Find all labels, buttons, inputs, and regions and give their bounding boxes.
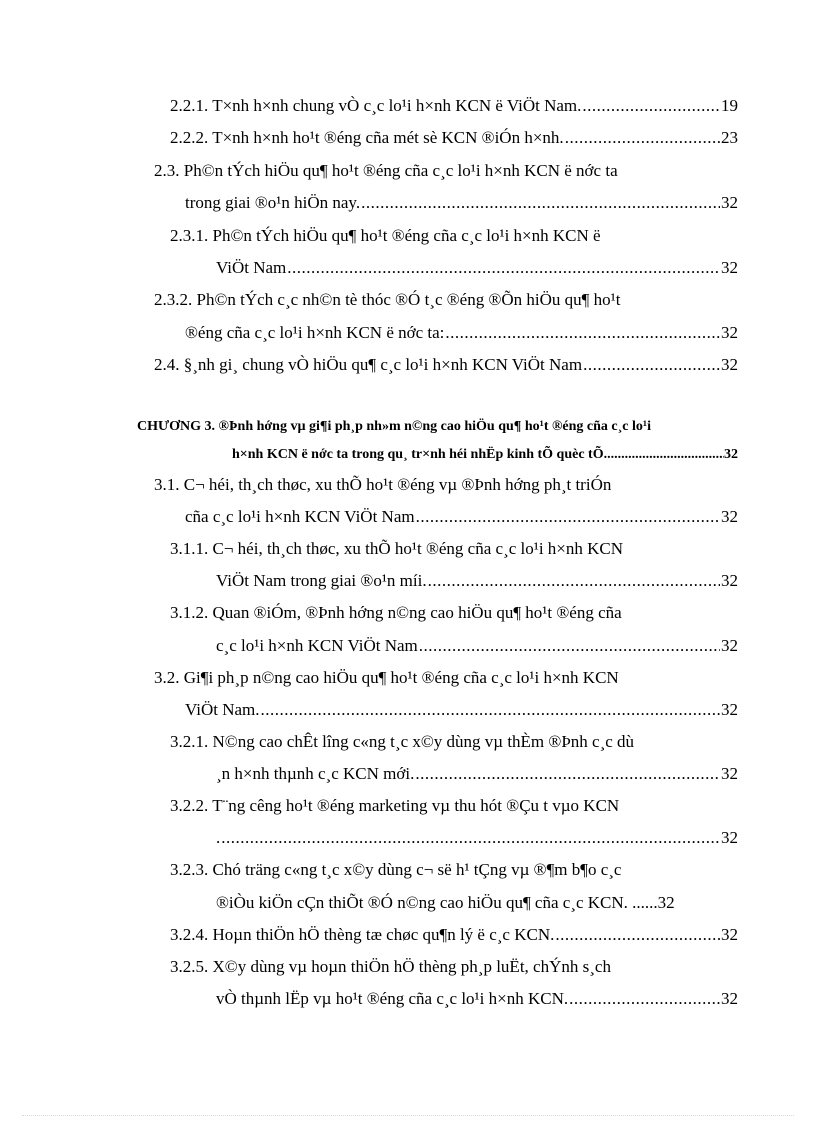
toc-page-number: 32 <box>721 828 738 847</box>
toc-page-number: 19 <box>721 96 738 115</box>
toc-leader-dots <box>445 323 720 343</box>
toc-entry-3-2-5 <box>216 989 738 1009</box>
toc-entry-label: 2.2.1. T×nh h×nh chung vÒ c¸c lo¹i h×nh KCN ë ViÖt Nam. <box>170 96 582 115</box>
toc-leader-dots <box>287 258 720 278</box>
toc-entry-label: ViÖt Nam. <box>185 700 260 719</box>
toc-entry-label: 2.4. §¸nh gi¸ chung vÒ hiÖu qu¶ c¸c lo¹i h×nh KCN ViÖt Nam <box>154 355 583 374</box>
toc-entry-3-1 <box>185 507 738 527</box>
chapter-3-heading-line1: CHƯƠNG 3. ®Þnh hớng vµ gi¶i ph¸p nh»m n©ng cao hiÖu qu¶ ho¹t ®éng cña c¸c lo¹i <box>137 419 652 434</box>
toc-entry-2-2-1 <box>170 96 738 116</box>
chapter-3-heading <box>232 446 738 464</box>
chapter-3-heading-line2: h×nh KCN ë nớc ta trong qu¸ tr×nh héi nhËp kinh tÕ quèc tÕ <box>232 447 604 462</box>
toc-leader-dots <box>221 828 720 848</box>
toc-entry-label: ®iÒu kiÖn cÇn thiÕt ®Ó n©ng cao hiÖu qu¶ cña c¸c KCN. ...... <box>216 893 658 912</box>
toc-entry-2-2-2 <box>170 128 738 148</box>
toc-entry-3-2-5-line1: 3.2.5. X©y dùng vµ hoµn thiÖn hÖ thèng ph¸p luËt, chÝnh s¸ch <box>170 957 611 976</box>
toc-leader-dots <box>428 571 720 591</box>
toc-entry-label: ViÖt Nam trong giai ®o¹n míi. <box>216 571 427 590</box>
toc-leader-dots <box>565 128 720 148</box>
toc-entry-3-2-2-line1: 3.2.2. T¨ng cêng ho¹t ®éng marketing vµ thu hót ®Çu t vµo KCN <box>170 796 620 815</box>
toc-page-number: 32 <box>724 447 738 462</box>
toc-page-number: 32 <box>721 355 738 374</box>
toc-page-number: 32 <box>721 989 738 1008</box>
toc-page-number: 32 <box>721 258 738 277</box>
toc-entry-2-4 <box>154 355 738 375</box>
toc-entry-label: cña c¸c lo¹i h×nh KCN ViÖt Nam <box>185 507 415 526</box>
toc-page-number: 32 <box>721 571 738 590</box>
toc-entry-label: c¸c lo¹i h×nh KCN ViÖt Nam <box>216 636 418 655</box>
toc-entry-3-2-3 <box>216 893 738 913</box>
toc-entry-3-2-line1: 3.2. Gi¶i ph¸p n©ng cao hiÖu qu¶ ho¹t ®éng cña c¸c lo¹i h×nh KCN <box>154 668 619 687</box>
toc-page-number: 32 <box>721 323 738 342</box>
toc-entry-3-1-line1: 3.1. C¬ héi, th¸ch thøc, xu thÕ ho¹t ®éng vµ ®Þnh hớng ph¸t triÓn <box>154 475 612 494</box>
toc-page-number: 32 <box>721 925 738 944</box>
toc-page-number: 32 <box>721 636 738 655</box>
toc-entry-3-1-2 <box>216 636 738 656</box>
toc-leader-dots <box>415 764 720 784</box>
toc-entry-3-2-1-line1: 3.2.1. N©ng cao chÊt lîng c«ng t¸c x©y dùng vµ thÈm ®Þnh c¸c dù <box>170 732 635 751</box>
toc-entry-3-1-2-line1: 3.1.2. Quan ®iÓm, ®Þnh hớng n©ng cao hiÖu qu¶ ho¹t ®éng cña <box>170 603 622 622</box>
toc-page-number: 23 <box>721 128 738 147</box>
toc-entry-3-2-4 <box>170 925 738 945</box>
toc-leader-dots <box>583 355 720 375</box>
toc-page-number: 32 <box>721 507 738 526</box>
toc-entry-label: ViÖt Nam <box>216 258 287 277</box>
toc-entry-label: 3.2.4. Hoµn thiÖn hÖ thèng tæ chøc qu¶n lý ë c¸c KCN. <box>170 925 555 944</box>
toc-entry-2-3-2-line1: 2.3.2. Ph©n tÝch c¸c nh©n tè thóc ®Ó t¸c ®éng ®Õn hiÖu qu¶ ho¹t <box>154 290 621 309</box>
toc-page-number: 32 <box>657 893 675 912</box>
toc-entry-2-3 <box>185 193 738 213</box>
toc-entry-label: . <box>216 828 221 847</box>
toc-entry-2-3-1-line1: 2.3.1. Ph©n tÝch hiÖu qu¶ ho¹t ®éng cña c¸c lo¹i h×nh KCN ë <box>170 226 601 245</box>
toc-entry-3-2-2 <box>216 828 738 848</box>
toc-leader-dots <box>419 636 720 656</box>
toc-page-number: 32 <box>721 764 738 783</box>
toc-leader-dots <box>604 446 724 464</box>
toc-leader-dots <box>361 193 720 213</box>
toc-entry-label: ®éng cña c¸c lo¹i h×nh KCN ë nớc ta: <box>185 323 445 342</box>
toc-entry-label: trong giai ®o¹n hiÖn nay. <box>185 193 361 212</box>
toc-entry-label: vÒ thµnh lËp vµ ho¹t ®éng cña c¸c lo¹i h×nh KCN. <box>216 989 569 1008</box>
toc-leader-dots <box>261 700 720 720</box>
toc-leader-dots <box>582 96 720 116</box>
toc-leader-dots <box>416 507 720 527</box>
toc-entry-3-2 <box>185 700 738 720</box>
toc-entry-3-2-3-line1: 3.2.3. Chó träng c«ng t¸c x©y dùng c¬ së h¹ tÇng vµ ®¶m b¶o c¸c <box>170 860 622 879</box>
toc-leader-dots <box>569 989 720 1009</box>
toc-page-number: 32 <box>721 700 738 719</box>
toc-entry-2-3-line1: 2.3. Ph©n tÝch hiÖu qu¶ ho¹t ®éng cña c¸c lo¹i h×nh KCN ë nớc ta <box>154 161 618 180</box>
toc-leader-dots <box>555 925 720 945</box>
toc-entry-label: 2.2.2. T×nh h×nh ho¹t ®éng cña mét sè KCN ®iÓn h×nh. <box>170 128 564 147</box>
toc-entry-3-2-1 <box>216 764 738 784</box>
toc-entry-2-3-2 <box>185 323 738 343</box>
toc-entry-3-1-1 <box>216 571 738 591</box>
toc-entry-label: ¸n h×nh thµnh c¸c KCN mới. <box>216 764 415 783</box>
page-bottom-divider <box>22 1115 794 1116</box>
toc-page-number: 32 <box>721 193 738 212</box>
toc-entry-2-3-1 <box>216 258 738 278</box>
toc-entry-3-1-1-line1: 3.1.1. C¬ héi, th¸ch thøc, xu thÕ ho¹t ®éng cña c¸c lo¹i h×nh KCN <box>170 539 624 558</box>
